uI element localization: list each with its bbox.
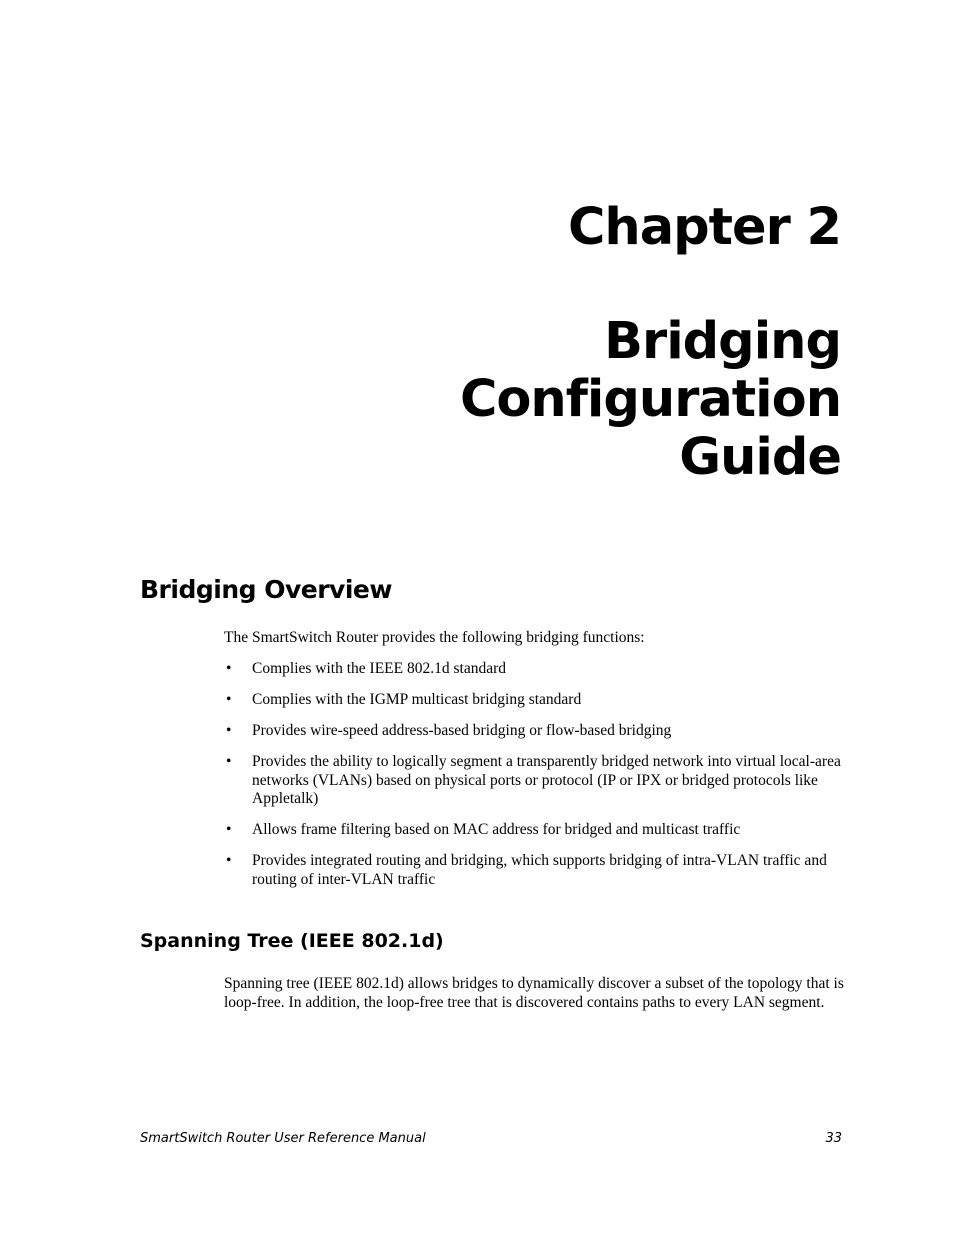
list-item (224, 691, 844, 710)
list-item (224, 753, 844, 809)
bullet-mark: • (226, 852, 232, 869)
bullet-list (224, 660, 844, 902)
chapter-title-line: Configuration (459, 370, 841, 429)
list-item-text: Complies with the IEEE 802.1d standard (252, 660, 506, 677)
bullet-mark: • (226, 753, 232, 770)
subsection-paragraph: Spanning tree (IEEE 802.1d) allows bridges to dynamically discover a subset of the topology that is loop-free. In addition, the loop-free tree that is discovered contains paths to every LAN segment. (224, 975, 844, 1011)
list-item-text: Provides integrated routing and bridging, which supports bridging of intra-VLAN traffic and routing of inter-VLAN traffic (252, 852, 827, 888)
chapter-title (141, 313, 841, 487)
bullet-mark: • (226, 691, 232, 708)
bullet-mark: • (226, 722, 232, 739)
list-item (224, 660, 844, 679)
list-item-text: Allows frame filtering based on MAC address for bridged and multicast traffic (252, 821, 741, 838)
list-item (224, 821, 844, 840)
list-item-text: Provides the ability to logically segment a transparently bridged network into virtual local-area networks (VLANs) based on physical ports or protocol (IP or IPX or bridged protocols like Appletalk) (252, 753, 841, 807)
list-item-text: Complies with the IGMP multicast bridging standard (252, 691, 582, 708)
list-item (224, 722, 844, 741)
footer-manual-title: SmartSwitch Router User Reference Manual (140, 1131, 426, 1146)
subsection-heading: Spanning Tree (IEEE 802.1d) (140, 930, 444, 952)
chapter-label: Chapter 2 (567, 198, 841, 257)
bullet-mark: • (226, 660, 232, 677)
list-item (224, 852, 844, 889)
section-heading: Bridging Overview (140, 575, 392, 604)
chapter-title-line: Bridging (604, 312, 841, 371)
bullet-mark: • (226, 821, 232, 838)
chapter-title-line: Guide (679, 428, 841, 487)
list-item-text: Provides wire-speed address-based bridging or flow-based bridging (252, 722, 672, 739)
footer-page-number: 33 (825, 1131, 842, 1146)
section-intro: The SmartSwitch Router provides the following bridging functions: (224, 629, 645, 646)
